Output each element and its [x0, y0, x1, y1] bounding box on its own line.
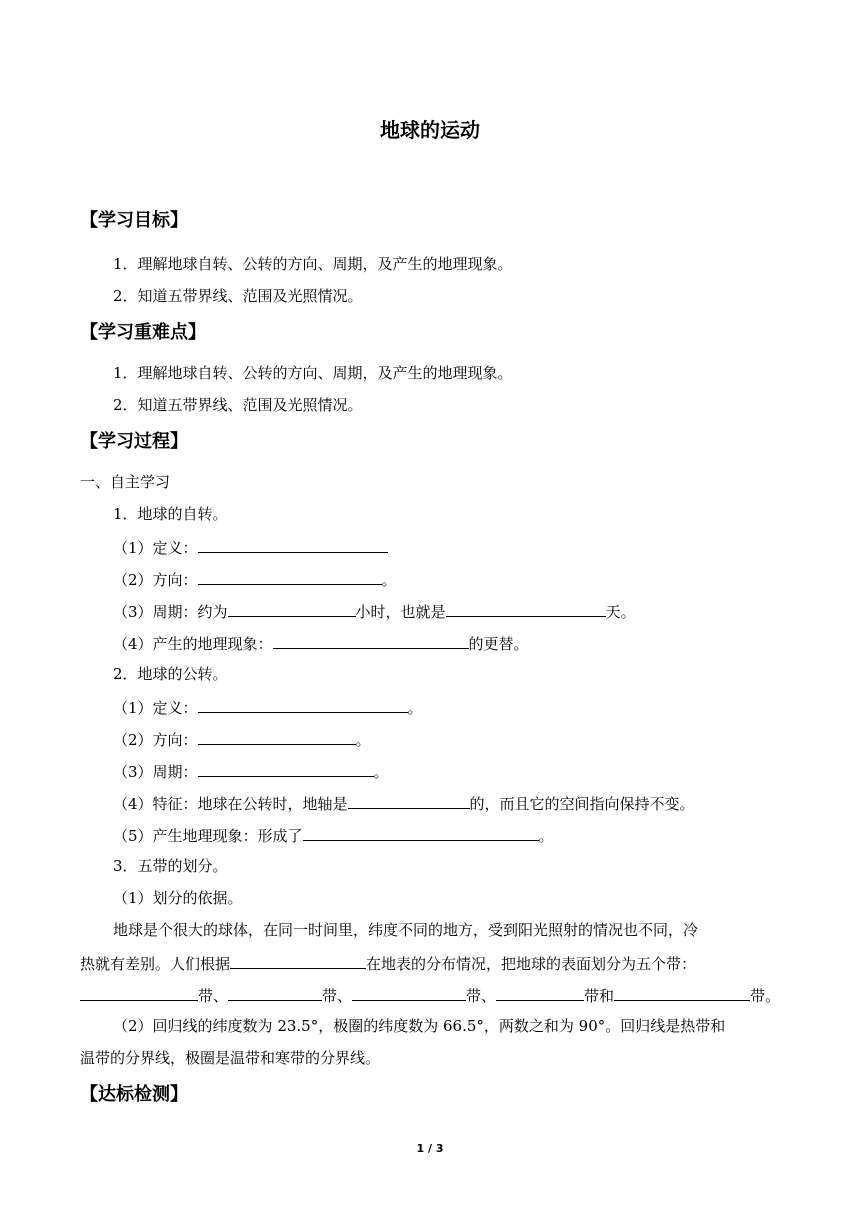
- key-point-item-2: 2．知道五带界线、范围及光照情况。: [113, 396, 363, 414]
- rotation-period: [113, 600, 636, 622]
- revolution-feature-label: （4）特征：地球在公转时，地轴是: [113, 795, 348, 813]
- band-blank-2[interactable]: [228, 984, 322, 1001]
- revolution-definition-blank[interactable]: [198, 696, 408, 713]
- revolution-direction-blank[interactable]: [198, 728, 356, 745]
- band-end: 带。: [750, 987, 781, 1005]
- zones-heading: 3．五带的划分。: [113, 857, 228, 875]
- zones-basis-text-b: 在地表的分布情况，把地球的表面划分为五个带：: [366, 955, 697, 973]
- page-title: 地球的运动: [380, 118, 480, 142]
- revolution-phenomenon-label: （5）产生地理现象：形成了: [113, 827, 303, 845]
- period-mark: 。: [373, 763, 389, 781]
- zones-paragraph-2-line-2: 温带的分界线，极圈是温带和寒带的分界线。: [80, 1049, 381, 1067]
- section-heading-process: 【学习过程】: [80, 431, 188, 452]
- revolution-period-label: （3）周期：: [113, 763, 198, 781]
- key-point-item-1: 1．理解地球自转、公转的方向、周期，及产生的地理现象。: [113, 364, 513, 382]
- goal-item-1: 1．理解地球自转、公转的方向、周期，及产生的地理现象。: [113, 255, 513, 273]
- rotation-definition: [113, 536, 388, 558]
- rotation-direction: [113, 568, 397, 590]
- band-suffix: 带、: [198, 987, 229, 1005]
- revolution-period: [113, 760, 389, 782]
- revolution-feature-end: 的，而且它的空间指向保持不变。: [469, 795, 695, 813]
- rotation-period-hours-blank[interactable]: [228, 600, 356, 617]
- rotation-phenomenon-end: 的更替。: [468, 635, 529, 653]
- rotation-phenomenon-label: （4）产生的地理现象：: [113, 635, 273, 653]
- zones-basis: （1）划分的依据。: [113, 889, 243, 907]
- rotation-heading: 1．地球的自转。: [113, 505, 228, 523]
- zones-paragraph-2-line-1: （2）回归线的纬度数为 23.5°，极圈的纬度数为 66.5°，两数之和为 90°。回归线是热带和: [113, 1017, 726, 1035]
- period-mark: 。: [407, 699, 423, 717]
- rotation-direction-label: （2）方向：: [113, 571, 198, 589]
- rotation-phenomenon: [113, 632, 529, 654]
- rotation-definition-label: （1）定义：: [113, 539, 198, 557]
- rotation-direction-blank[interactable]: [198, 568, 382, 585]
- zones-bands-line: [80, 984, 780, 1006]
- goal-item-2: 2．知道五带界线、范围及光照情况。: [113, 287, 363, 305]
- band-suffix: 带、: [322, 987, 353, 1005]
- revolution-phenomenon-blank[interactable]: [303, 824, 539, 841]
- section-heading-test: 【达标检测】: [80, 1084, 188, 1105]
- rotation-phenomenon-blank[interactable]: [273, 632, 469, 649]
- period-mark: 。: [381, 571, 397, 589]
- revolution-definition-label: （1）定义：: [113, 699, 198, 717]
- revolution-period-blank[interactable]: [198, 760, 374, 777]
- zones-paragraph-1-line-1: 地球是个很大的球体，在同一时间里，纬度不同的地方，受到阳光照射的情况也不同，冷: [113, 921, 699, 939]
- zones-paragraph-1-line-2: [80, 952, 696, 974]
- rotation-period-label: （3）周期：约为: [113, 603, 228, 621]
- period-mark: 。: [355, 731, 371, 749]
- section-heading-goals: 【学习目标】: [80, 210, 188, 231]
- revolution-heading: 2．地球的公转。: [113, 665, 228, 683]
- band-and: 带和: [584, 987, 615, 1005]
- revolution-direction-label: （2）方向：: [113, 731, 198, 749]
- band-blank-1[interactable]: [80, 984, 198, 1001]
- section-heading-key-points: 【学习重难点】: [80, 322, 206, 343]
- revolution-feature-blank[interactable]: [348, 792, 470, 809]
- band-blank-3[interactable]: [352, 984, 466, 1001]
- zones-basis-blank[interactable]: [230, 952, 366, 969]
- period-mark: 。: [538, 827, 554, 845]
- part-heading-self-study: 一、自主学习: [80, 473, 171, 491]
- rotation-period-mid: 小时，也就是: [355, 603, 446, 621]
- page-number: 1 / 3: [416, 1142, 444, 1155]
- zones-basis-text-a: 热就有差别。人们根据: [80, 955, 231, 973]
- band-blank-5[interactable]: [614, 984, 750, 1001]
- revolution-feature: [113, 792, 695, 814]
- revolution-phenomenon: [113, 824, 554, 846]
- band-blank-4[interactable]: [496, 984, 584, 1001]
- band-suffix: 带、: [466, 987, 497, 1005]
- revolution-direction: [113, 728, 371, 750]
- rotation-definition-blank[interactable]: [198, 536, 388, 553]
- rotation-period-end: 天。: [605, 603, 636, 621]
- rotation-period-days-blank[interactable]: [446, 600, 606, 617]
- revolution-definition: [113, 696, 423, 718]
